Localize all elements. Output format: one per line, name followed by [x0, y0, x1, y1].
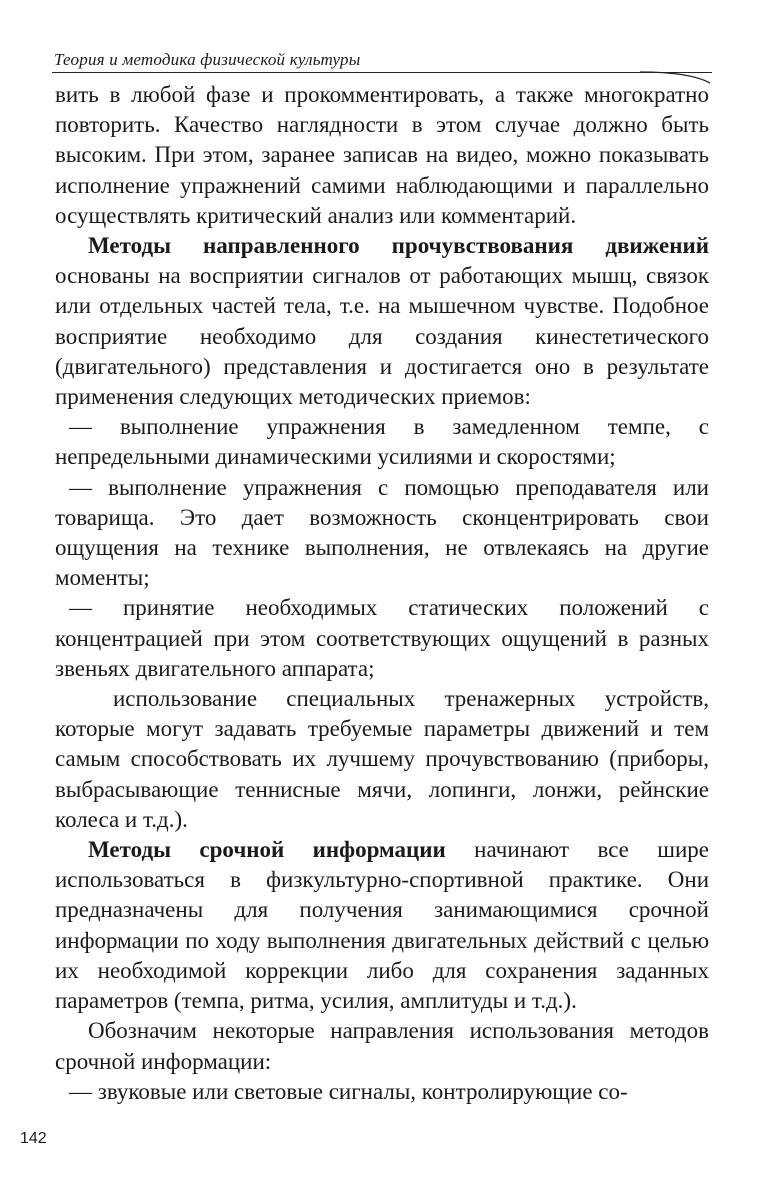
- page-number: 142: [20, 1130, 47, 1147]
- list-item-text: — принятие необходимых статических положений с концентрацией при этом соответствующих ощущений в разных звеньях двигательного аппарата;: [55, 595, 709, 681]
- list-item-text: — выполнение упражнения с помощью преподавателя или товарища. Это дает возможность сконцентрировать свои ощущения на технике выполнения, не отвлекаясь на другие моменты;: [55, 474, 709, 591]
- list-item-sound-light-signals: [55, 1077, 709, 1107]
- paragraph-lead-term: Методы направленного прочувствования движений: [88, 233, 709, 259]
- paragraph-text: вить в любой фазе и прокомментировать, а также многократно повторить. Качество наглядности в этом случае должно быть высоким. При этом, заранее записав на видео, можно показывать исполнение упражнений самими наблюдающими и параллельно осуществлять критический анализ или комментарий.: [55, 82, 709, 228]
- running-header: Теория и методика физической культуры: [54, 50, 361, 69]
- body-text: [55, 80, 709, 1107]
- paragraph-kinesthetic-methods: [55, 231, 709, 412]
- list-item-static-positions: [55, 593, 709, 684]
- header-rule: [52, 72, 712, 73]
- list-item-text: — звуковые или световые сигналы, контролирующие со-: [69, 1078, 628, 1104]
- paragraph-directions: [55, 1016, 709, 1076]
- paragraph-lead-term: Методы срочной информации: [88, 837, 446, 863]
- paragraph-continuation: [55, 80, 709, 231]
- list-item-training-devices: [55, 684, 709, 835]
- list-item-text: — выполнение упражнения в замедленном темпе, с непредельными динамическими усилиями и скоростями;: [55, 414, 709, 470]
- list-item-slow-tempo: [55, 412, 709, 472]
- list-item-teacher-help: [55, 473, 709, 594]
- paragraph-urgent-info-methods: [55, 835, 709, 1016]
- paragraph-text: Обозначим некоторые направления использования методов срочной информации:: [55, 1018, 709, 1074]
- paragraph-text: основаны на восприятии сигналов от работающих мышц, связок или отдельных частей тела, т.е. на мышечном чувстве. Подобное восприятие необходимо для создания кинестетического (двигательного) представления и достигается оно в результате применения следующих методических приемов:: [55, 263, 709, 410]
- list-item-text: использование специальных тренажерных устройств, которые могут задавать требуемые параметры движений и тем самым способствовать их лучшему прочувствованию (приборы, выбрасывающие теннисные мячи, лопинги, лонжи, рейнские колеса и т.д.).: [55, 686, 709, 832]
- paragraph-text: начинают все шире использоваться в физкультурно-спортивной практике. Они предназначены для получения занимающимися срочной информации по ходу выполнения двигательных действий с целью их необходимой коррекции либо для сохранения заданных параметров (темпа, ритма, усилия, амплитуды и т.д.).: [55, 837, 709, 1014]
